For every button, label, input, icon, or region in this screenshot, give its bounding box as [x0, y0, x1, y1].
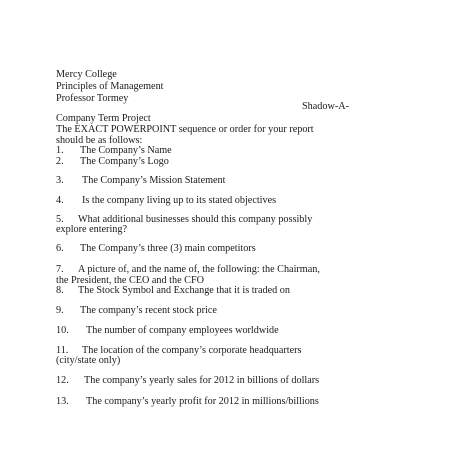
list-item	[56, 325, 279, 337]
item-text: The Company’s Mission Statement	[82, 175, 226, 186]
item-number: 4.	[56, 195, 64, 206]
list-item-continuation: explore entering?	[56, 224, 127, 235]
item-text: The location of the company’s corporate headquarters	[82, 345, 302, 356]
item-text: What additional businesses should this company possibly	[78, 214, 313, 225]
item-number: 10.	[56, 325, 69, 336]
item-number: 13.	[56, 396, 69, 407]
project-title: Company Term Project	[56, 113, 151, 124]
item-number: 12.	[56, 375, 69, 386]
list-item-continuation: the President, the CEO and the CFO	[56, 275, 204, 286]
list-item	[56, 396, 319, 408]
item-text: A picture of, and the name of, the following: the Chairman,	[78, 264, 320, 275]
college-name: Mercy College	[56, 69, 117, 80]
item-text: The company’s yearly sales for 2012 in billions of dollars	[84, 375, 320, 386]
list-item	[56, 285, 290, 297]
list-item	[56, 156, 169, 168]
course-name: Principles of Management	[56, 81, 164, 92]
item-text: The company’s yearly profit for 2012 in millions/billions	[86, 396, 319, 407]
item-text: Is the company living up to its stated objectives	[82, 195, 277, 206]
item-number: 1.	[56, 145, 64, 156]
item-number: 2.	[56, 156, 64, 167]
item-number: 5.	[56, 214, 64, 225]
list-item	[56, 375, 319, 387]
list-item	[56, 243, 256, 255]
item-text: The Company’s Name	[80, 145, 172, 156]
item-text: The Stock Symbol and Exchange that it is traded on	[78, 285, 290, 296]
list-item	[56, 195, 276, 207]
item-number: 11.	[56, 345, 69, 356]
list-item	[56, 305, 217, 317]
item-number: 3.	[56, 175, 64, 186]
item-number: 6.	[56, 243, 64, 254]
item-text: The Company’s three (3) main competitors	[80, 243, 256, 254]
item-number: 9.	[56, 305, 64, 316]
item-text: The Company’s Logo	[80, 156, 169, 167]
item-text: The company’s recent stock price	[80, 305, 217, 316]
list-item-continuation: (city/state only)	[56, 355, 121, 366]
intro-line-1: The EXACT POWERPOINT sequence or order for your report	[56, 124, 314, 135]
intro-line-2: should be as follows:	[56, 135, 143, 146]
item-text: The number of company employees worldwide	[86, 325, 279, 336]
list-item	[56, 175, 225, 187]
item-number: 7.	[56, 264, 64, 275]
professor-name: Professor Tormey	[56, 93, 129, 104]
shadow-label: Shadow-A-	[302, 101, 349, 112]
item-number: 8.	[56, 285, 64, 296]
